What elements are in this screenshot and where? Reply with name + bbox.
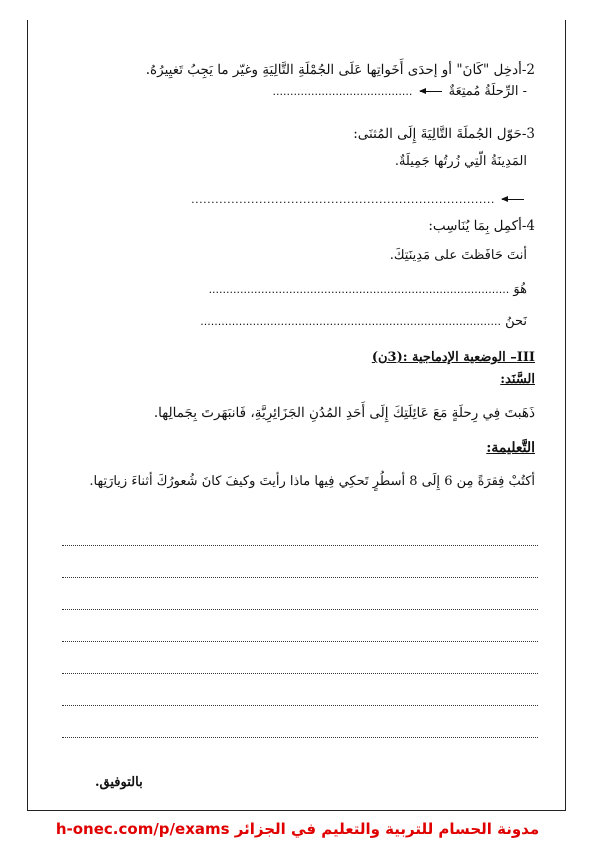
q2-sentence: - الرِّحلَةُ مُمتِعَةٌ	[448, 84, 527, 99]
footer-watermark: مدونة الحسام للتربية والتعليم في الجزائر h-onec.com/p/exams	[55, 820, 540, 838]
closing-text: بالتوفيق.	[95, 775, 143, 790]
writing-line	[62, 545, 538, 546]
sanad-text: ذَهَبتَ فِي رِحلَةٍ مَعَ عَائِلَتِكَ إِلَى أَحَدِ المُدُنِ الجَزَائِرِيَّةِ، فَانبَهَرتَ بِجَمالِها.	[153, 405, 535, 421]
q3-sentence: المَدِينَةُ الّتِي زُرتُها جَمِيلَةٌ.	[394, 154, 527, 169]
arrow-icon	[502, 199, 524, 200]
q3-instruction: 3-حَوّل الجُملَةَ التَّالِيَةَ إِلَى المُثنَى:	[353, 126, 535, 142]
arrow-icon	[420, 91, 442, 92]
q4-line3	[200, 314, 527, 329]
q2-answer-dots: ........................................	[272, 85, 413, 98]
q4-line2-label: هُوَ	[513, 282, 527, 297]
writing-line	[62, 705, 538, 706]
q2-sentence-row	[272, 84, 527, 99]
q4-line3-dots: ......................................................................................	[200, 315, 501, 328]
writing-line	[62, 673, 538, 674]
q4-line1: أنتَ حَافَظتَ على مَدِينَتِكَ.	[389, 248, 527, 263]
writing-line	[62, 737, 538, 738]
task-text: أكتُبْ فِقرَةً مِن 6 إِلَى 8 أسطُرٍ تَحكِي فِيها ماذا رأيتَ وكيفَ كانَ شُعورُكَ أثناءَ زيارَتِها.	[89, 474, 535, 489]
q4-line2	[209, 282, 527, 297]
writing-line	[62, 609, 538, 610]
sanad-label: السَّنَد:	[500, 372, 535, 387]
q3-answer-dots: ............................................................................	[191, 193, 495, 206]
task-label: التَّعليمة:	[486, 440, 535, 456]
writing-line	[62, 577, 538, 578]
q4-line2-dots: ......................................................................................	[208, 283, 510, 296]
q2-instruction: 2-أدخِل "كَانَ" أو إحدَى أَخَواتِها عَلَى الجُمْلَةِ التَّالِيَةِ وغيّر ما يَجِبُ تَغيِيرُهُ.	[145, 62, 535, 78]
writing-line	[62, 641, 538, 642]
q3-answer-row	[191, 192, 527, 207]
section3-title: III– الوضعية الإدماجية :(3ن)	[371, 350, 535, 365]
q4-line3-label: نَحنُ	[505, 314, 527, 329]
q4-instruction: 4-أكمِل بِمَا يُنَاسِب:	[428, 218, 535, 234]
